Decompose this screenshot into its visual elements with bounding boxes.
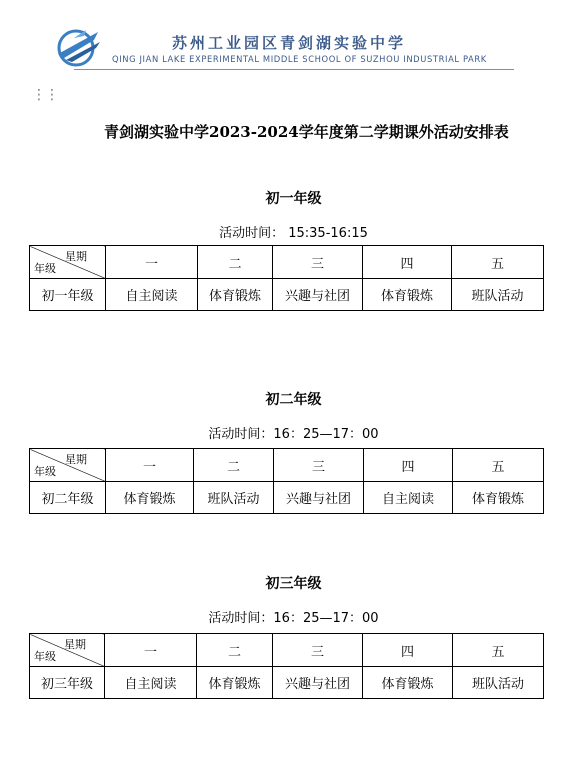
schedule-table-grade-2 — [29, 448, 544, 514]
table-row — [30, 279, 544, 311]
schedule-table-grade-1 — [29, 245, 544, 311]
school-name-en: QING JIAN LAKE EXPERIMENTAL MIDDLE SCHOOL OF SUZHOU INDUSTRIAL PARK — [112, 54, 487, 64]
row-label: 初三年级 — [30, 667, 105, 699]
table-header-row — [30, 246, 544, 279]
activity-cell: 兴趣与社团 — [273, 667, 363, 699]
document-header — [54, 22, 514, 74]
day-header: 四 — [364, 449, 453, 482]
day-header: 二 — [194, 449, 274, 482]
document-title: 青剑湖实验中学2023-2024学年度第二学期课外活动安排表 — [104, 123, 509, 141]
school-name-cn: 苏州工业园区青剑湖实验中学 — [172, 34, 407, 52]
activity-cell: 兴趣与社团 — [273, 279, 363, 311]
diag-label-weekday: 星期 — [65, 250, 87, 263]
header-divider — [74, 69, 514, 70]
activity-cell: 自主阅读 — [105, 667, 197, 699]
drag-handle-icon[interactable]: ⋮⋮ — [32, 87, 58, 103]
table-row — [30, 482, 544, 514]
day-header: 二 — [197, 634, 273, 667]
activity-cell: 班队活动 — [453, 667, 544, 699]
diagonal-header-cell — [30, 246, 106, 279]
diag-label-weekday: 星期 — [65, 453, 87, 466]
activity-cell: 兴趣与社团 — [274, 482, 364, 514]
day-header: 一 — [105, 634, 197, 667]
diag-label-grade: 年级 — [34, 262, 56, 275]
activity-cell: 自主阅读 — [106, 279, 198, 311]
activity-cell: 班队活动 — [452, 279, 544, 311]
section-title-grade-1: 初一年级 — [265, 191, 322, 207]
schedule-table-grade-3 — [29, 633, 544, 699]
school-logo-icon — [54, 24, 102, 68]
activity-cell: 体育锻炼 — [198, 279, 273, 311]
day-header: 一 — [106, 449, 194, 482]
activity-cell: 自主阅读 — [364, 482, 453, 514]
activity-cell: 体育锻炼 — [197, 667, 273, 699]
activity-time-grade-2: 活动时间：16：25—17：00 — [208, 427, 379, 442]
day-header: 四 — [363, 246, 452, 279]
day-header: 一 — [106, 246, 198, 279]
diag-label-grade: 年级 — [34, 650, 56, 663]
activity-cell: 体育锻炼 — [363, 279, 452, 311]
table-row — [30, 667, 544, 699]
diag-label-weekday: 星期 — [64, 638, 86, 651]
day-header: 五 — [453, 449, 544, 482]
activity-cell: 体育锻炼 — [453, 482, 544, 514]
table-header-row — [30, 634, 544, 667]
diagonal-header-cell — [30, 634, 105, 667]
day-header: 二 — [198, 246, 273, 279]
section-title-grade-3: 初三年级 — [265, 576, 322, 592]
row-label: 初一年级 — [30, 279, 106, 311]
activity-time-grade-1: 活动时间： 15:35-16:15 — [219, 226, 368, 241]
diagonal-header-cell — [30, 449, 106, 482]
table-header-row — [30, 449, 544, 482]
section-title-grade-2: 初二年级 — [265, 392, 322, 408]
day-header: 三 — [273, 634, 363, 667]
activity-cell: 班队活动 — [194, 482, 274, 514]
day-header: 五 — [452, 246, 544, 279]
activity-cell: 体育锻炼 — [106, 482, 194, 514]
diag-label-grade: 年级 — [34, 465, 56, 478]
day-header: 五 — [453, 634, 544, 667]
day-header: 三 — [273, 246, 363, 279]
day-header: 四 — [363, 634, 453, 667]
activity-cell: 体育锻炼 — [363, 667, 453, 699]
row-label: 初二年级 — [30, 482, 106, 514]
day-header: 三 — [274, 449, 364, 482]
activity-time-grade-3: 活动时间：16：25—17：00 — [208, 611, 379, 626]
